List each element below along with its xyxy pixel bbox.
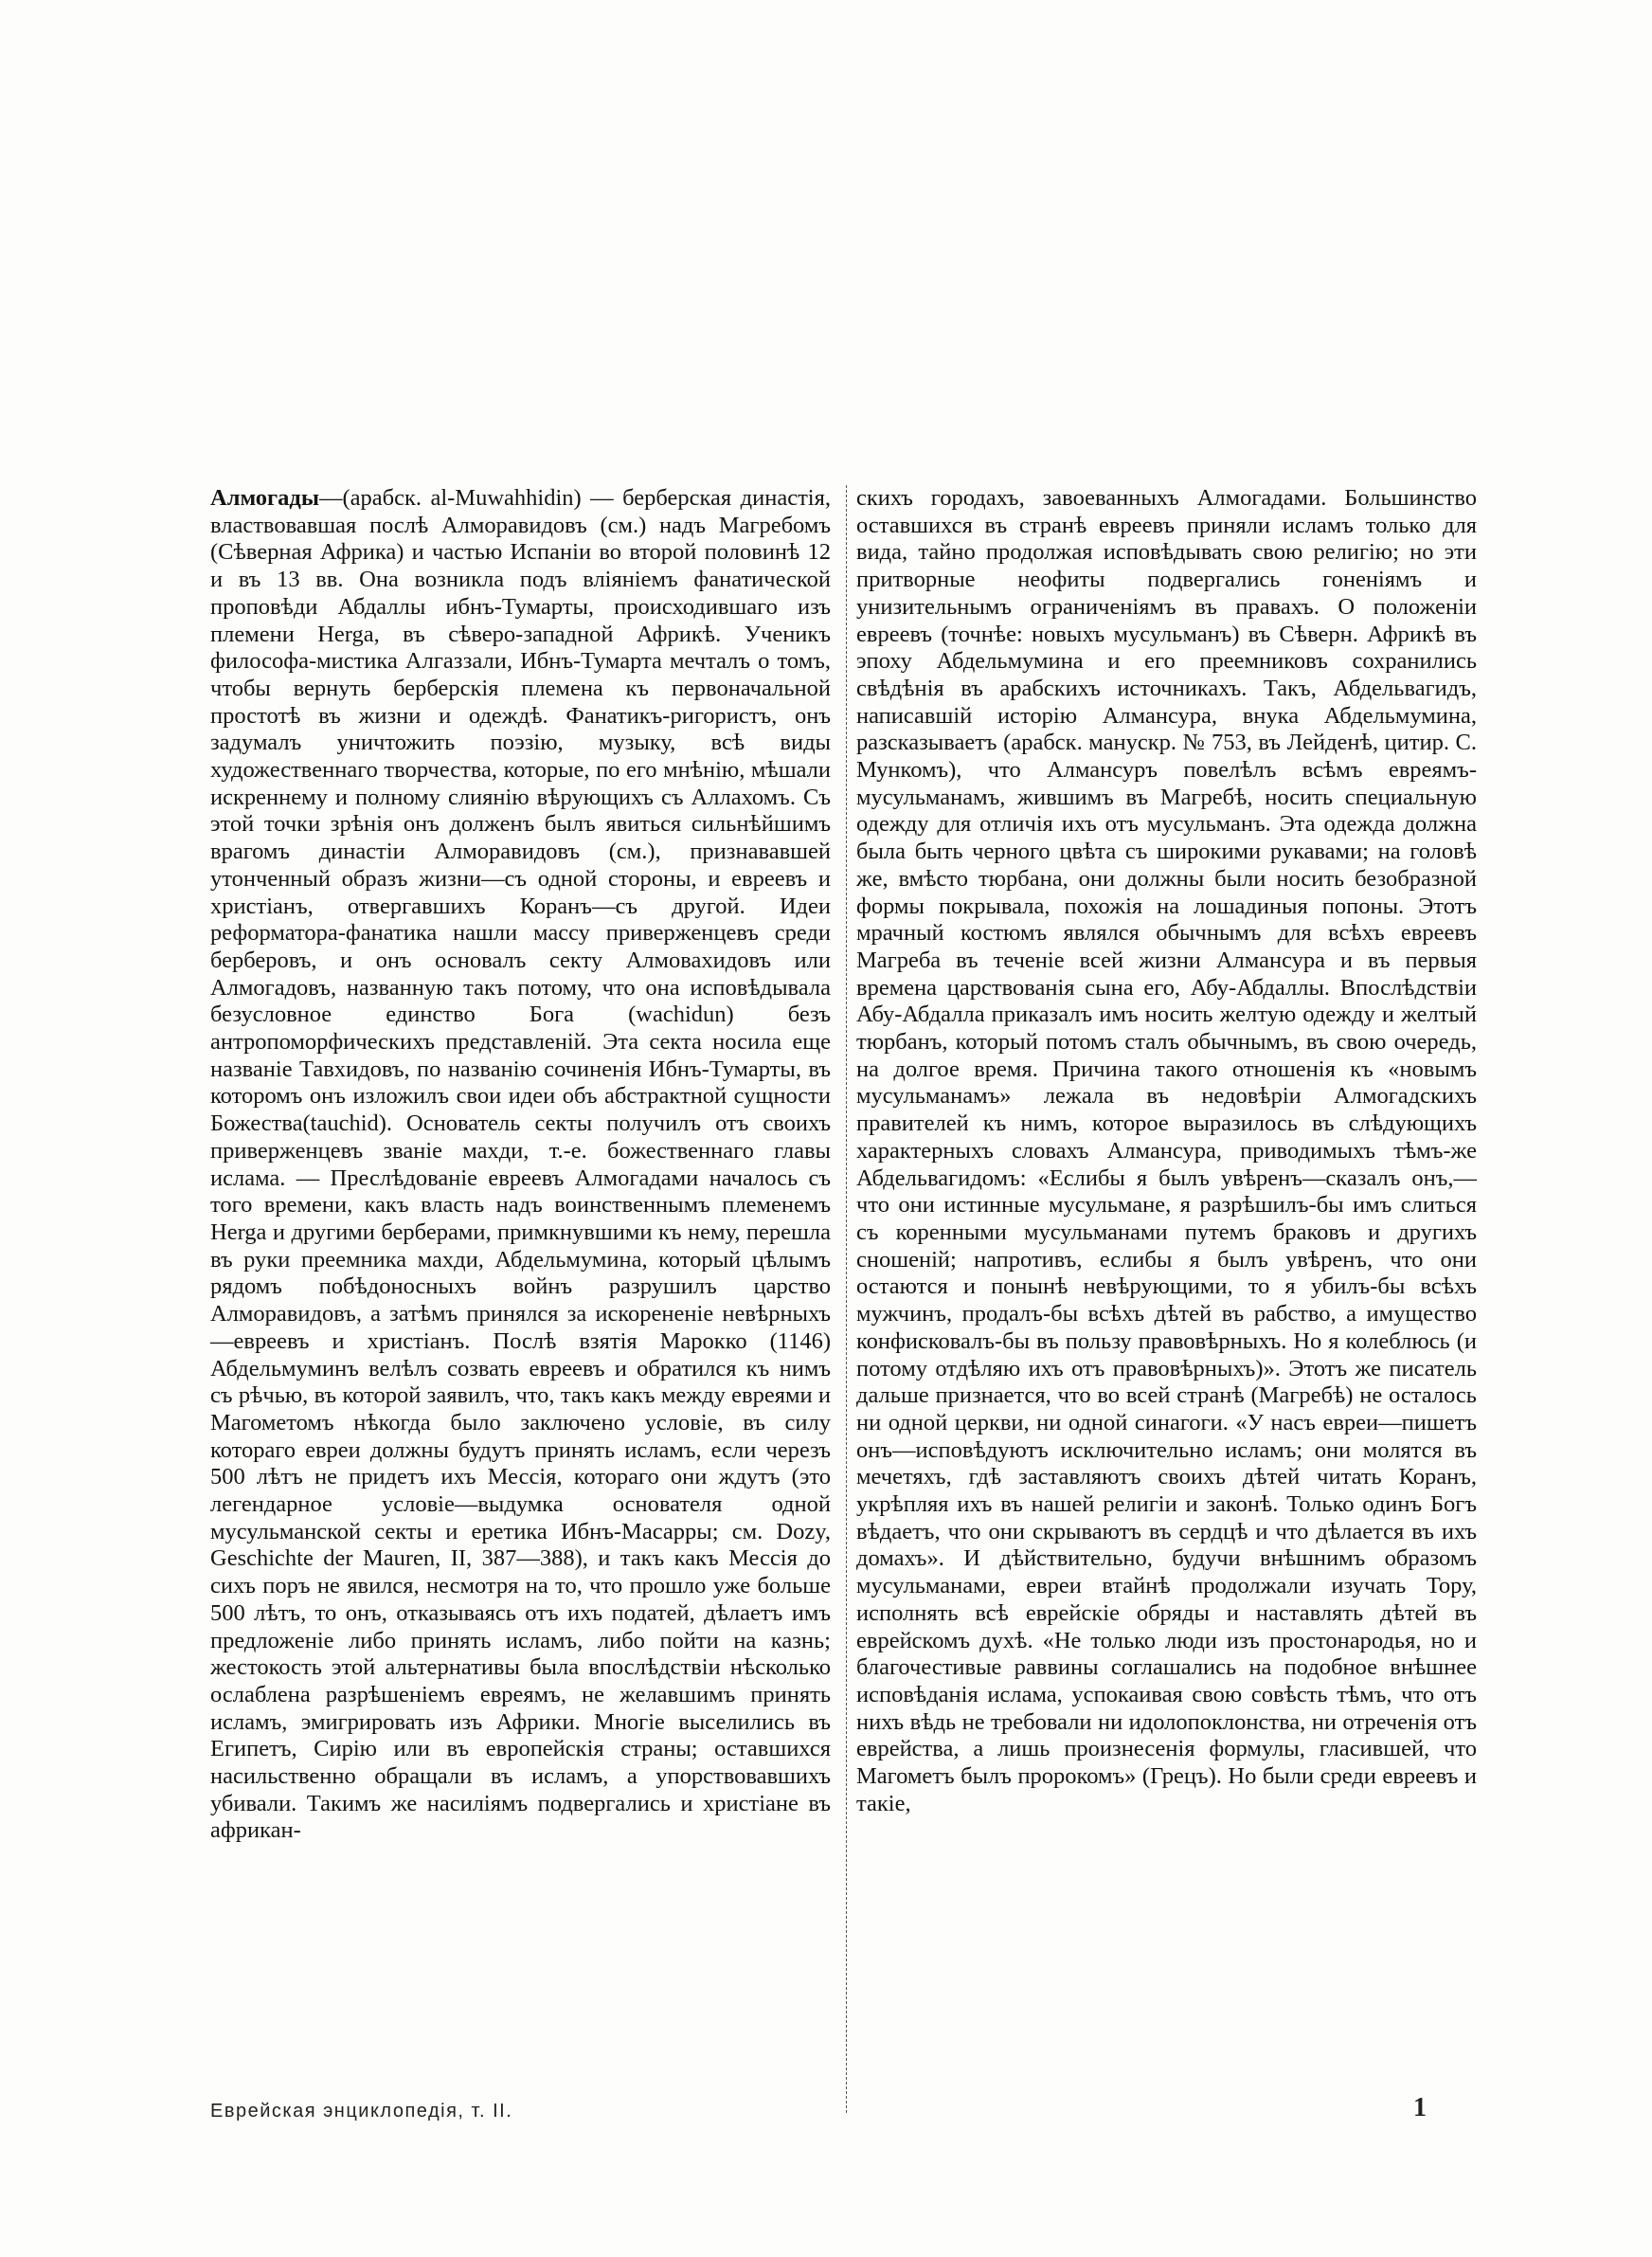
headword: Алмогады [210,485,319,511]
publication-footer: Еврейская энциклопедія, т. II. [210,2101,513,2122]
article-paragraph [210,485,831,1845]
right-column [856,485,1477,1817]
signature-mark: 1 [1413,2093,1427,2122]
left-column-text: —(арабск. al-Muwahhidin) — берберская династія, властвовавшая послѣ Алморавидовъ (см.) надъ Магребомъ (Сѣверная Африка) и частью Испаніи во второй половинѣ 12 и въ 13 вв. Она возникла подъ вліяніемъ фанатической проповѣди Абдаллы ибнъ-Тумарты, происходившаго изъ племени Herga, въ сѣверо-западной Африкѣ. Ученикъ философа-мистика Алгаззали, Ибнъ-Тумарта мечталъ о томъ, чтобы вернуть берберскія племена къ первоначальной простотѣ въ жизни и одеждѣ. Фанатикъ-ригористъ, онъ задумалъ уничтожить поэзію, музыку, всѣ виды художественнаго творчества, которые, по его мнѣнію, мѣшали искреннему и полному слиянію вѣрующихъ съ Аллахомъ. Съ этой точки зрѣнія онъ долженъ былъ явиться сильнѣйшимъ врагомъ династіи Алморавидовъ (см.), признававшей утонченный образъ жизни—съ одной стороны, и евреевъ и христіанъ, отвергавшихъ Коранъ—съ другой. Идеи реформатора-фанатика нашли массу приверженцевъ среди берберовъ, и онъ основалъ секту Алмовахидовъ или Алмогадовъ, названную такъ потому, что она исповѣдывала безусловное единство Бога (wachidun) безъ антропоморфическихъ представленій. Эта секта носила еще названіе Тавхидовъ, по названію сочиненія Ибнъ-Тумарты, въ которомъ онъ изложилъ свои идеи объ абстрактной сущности Божества(tauchid). Основатель секты получилъ отъ своихъ приверженцевъ званіе махди, т.-е. божественнаго главы ислама. — Преслѣдованіе евреевъ Алмогадами началось съ того времени, какъ власть надъ воинственнымъ племенемъ Herga и другими берберами, примкнувшими къ нему, перешла въ руки преемника махди, Абдельмумина, который цѣлымъ рядомъ побѣдоносныхъ войнъ разрушилъ царство Алморавидовъ, а затѣмъ принялся за искорененіе невѣрныхъ—евреевъ и христіанъ. Послѣ взятія Марокко (1146) Абдельмуминъ велѣлъ созвать евреевъ и обратился къ нимъ съ рѣчью, въ которой заявилъ, что, такъ какъ между евреями и Магометомъ нѣкогда было заключено условіе, въ силу котораго евреи должны будутъ принять исламъ, если черезъ 500 лѣтъ не придетъ ихъ Мессія, котораго они ждутъ (это легендарное условіе—выдумка основателя одной мусульманской секты и еретика Ибнъ-Масарры; см. Dozy, Geschichte der Mauren, II, 387—388), и такъ какъ Мессія до сихъ поръ не явился, несмотря на то, что прошло уже больше 500 лѣтъ, то онъ, отказываясь отъ ихъ податей, дѣлаетъ имъ предложеніе либо принять исламъ, либо пойти на казнь; жестокость этой альтернативы была впослѣдствіи нѣсколько ослаблена разрѣшеніемъ евреямъ, не желавшимъ принять исламъ, эмигрировать изъ Африки. Многіе выселились въ Египетъ, Сирію или въ европейскія страны; оставшихся насильственно обращали въ исламъ, а упорствовавшихъ убивали. Такимъ же насиліямъ подвергались и христіане въ африкан- [210,485,831,1844]
left-column [210,485,831,1845]
column-divider [846,485,847,2113]
right-column-text: скихъ городахъ, завоеванныхъ Алмогадами. Большинство оставшихся въ странѣ евреевъ приняли исламъ только для вида, тайно продолжая исповѣдывать свою религію; но эти притворные неофиты подвергались гоненіямъ и унизительнымъ ограниченіямъ въ правахъ. О положеніи евреевъ (точнѣе: новыхъ мусульманъ) въ Сѣверн. Африкѣ въ эпоху Абдельмумина и его преемниковъ сохранились свѣдѣнія въ арабскихъ источникахъ. Такъ, Абдельвагидъ, написавшій исторію Алмансура, внука Абдельмумина, разсказываетъ (арабск. манускр. № 753, въ Лейденѣ, цитир. С. Мункомъ), что Алмансуръ повелѣлъ всѣмъ евреямъ-мусульманамъ, жившимъ въ Магребѣ, носить специальную одежду для отличія ихъ отъ мусульманъ. Эта одежда должна была быть черного цвѣта съ широкими рукавами; на головѣ же, вмѣсто тюрбана, они должны были носить безобразной формы покрывала, похожія на лошадиныя попоны. Этотъ мрачный костюмъ являлся обычнымъ для всѣхъ евреевъ Магреба въ теченіе всей жизни Алмансура и въ первыя времена царствованія сына его, Абу-Абдаллы. Впослѣдствіи Абу-Абдалла приказалъ имъ носить желтую одежду и желтый тюрбанъ, который потомъ сталъ обычнымъ, въ свою очередь, на долгое время. Причина такого отношенія къ «новымъ мусульманамъ» лежала въ недовѣріи Алмогадскихъ правителей къ нимъ, которое выразилось въ слѣдующихъ характерныхъ словахъ Алмансура, приводимыхъ тѣмъ-же Абдельвагидомъ: «Еслибы я былъ увѣренъ—сказалъ онъ,—что они истинные мусульмане, я разрѣшилъ-бы имъ слиться съ коренными мусульманами путемъ браковъ и другихъ сношеній; напротивъ, еслибы я былъ увѣренъ, что они остаются и понынѣ невѣрующими, то я убилъ-бы всѣхъ мужчинъ, продалъ-бы всѣхъ дѣтей въ рабство, а имущество конфисковалъ-бы въ пользу правовѣрныхъ. Но я колеблюсь (и потому отдѣляю ихъ отъ правовѣрныхъ)». Этотъ же писатель дальше признается, что во всей странѣ (Магребѣ) не осталось ни одной церкви, ни одной синагоги. «У насъ евреи—пишетъ онъ—исповѣдуютъ исключительно исламъ; они молятся въ мечетяхъ, гдѣ заставляютъ своихъ дѣтей читать Коранъ, укрѣпляя ихъ въ нашей религіи и законѣ. Только одинъ Богъ вѣдаетъ, что они скрываютъ въ сердцѣ и что дѣлается въ ихъ домахъ». И дѣйствительно, будучи внѣшнимъ образомъ мусульманами, евреи втайнѣ продолжали изучать Тору, исполнять всѣ еврейскіе обряды и наставлять дѣтей въ еврейскомъ духѣ. «Не только люди изъ простонародья, но и благочестивые раввины соглашались на подобное внѣшнее исповѣданія ислама, успокаивая свою совѣсть тѣмъ, что отъ нихъ вѣдь не требовали ни идолопоклонства, ни отреченія отъ еврейства, а лишь произнесенія формулы, гласившей, что Магометъ былъ пророкомъ» (Грецъ). Но были среди евреевъ и такіе, [856,485,1477,1816]
